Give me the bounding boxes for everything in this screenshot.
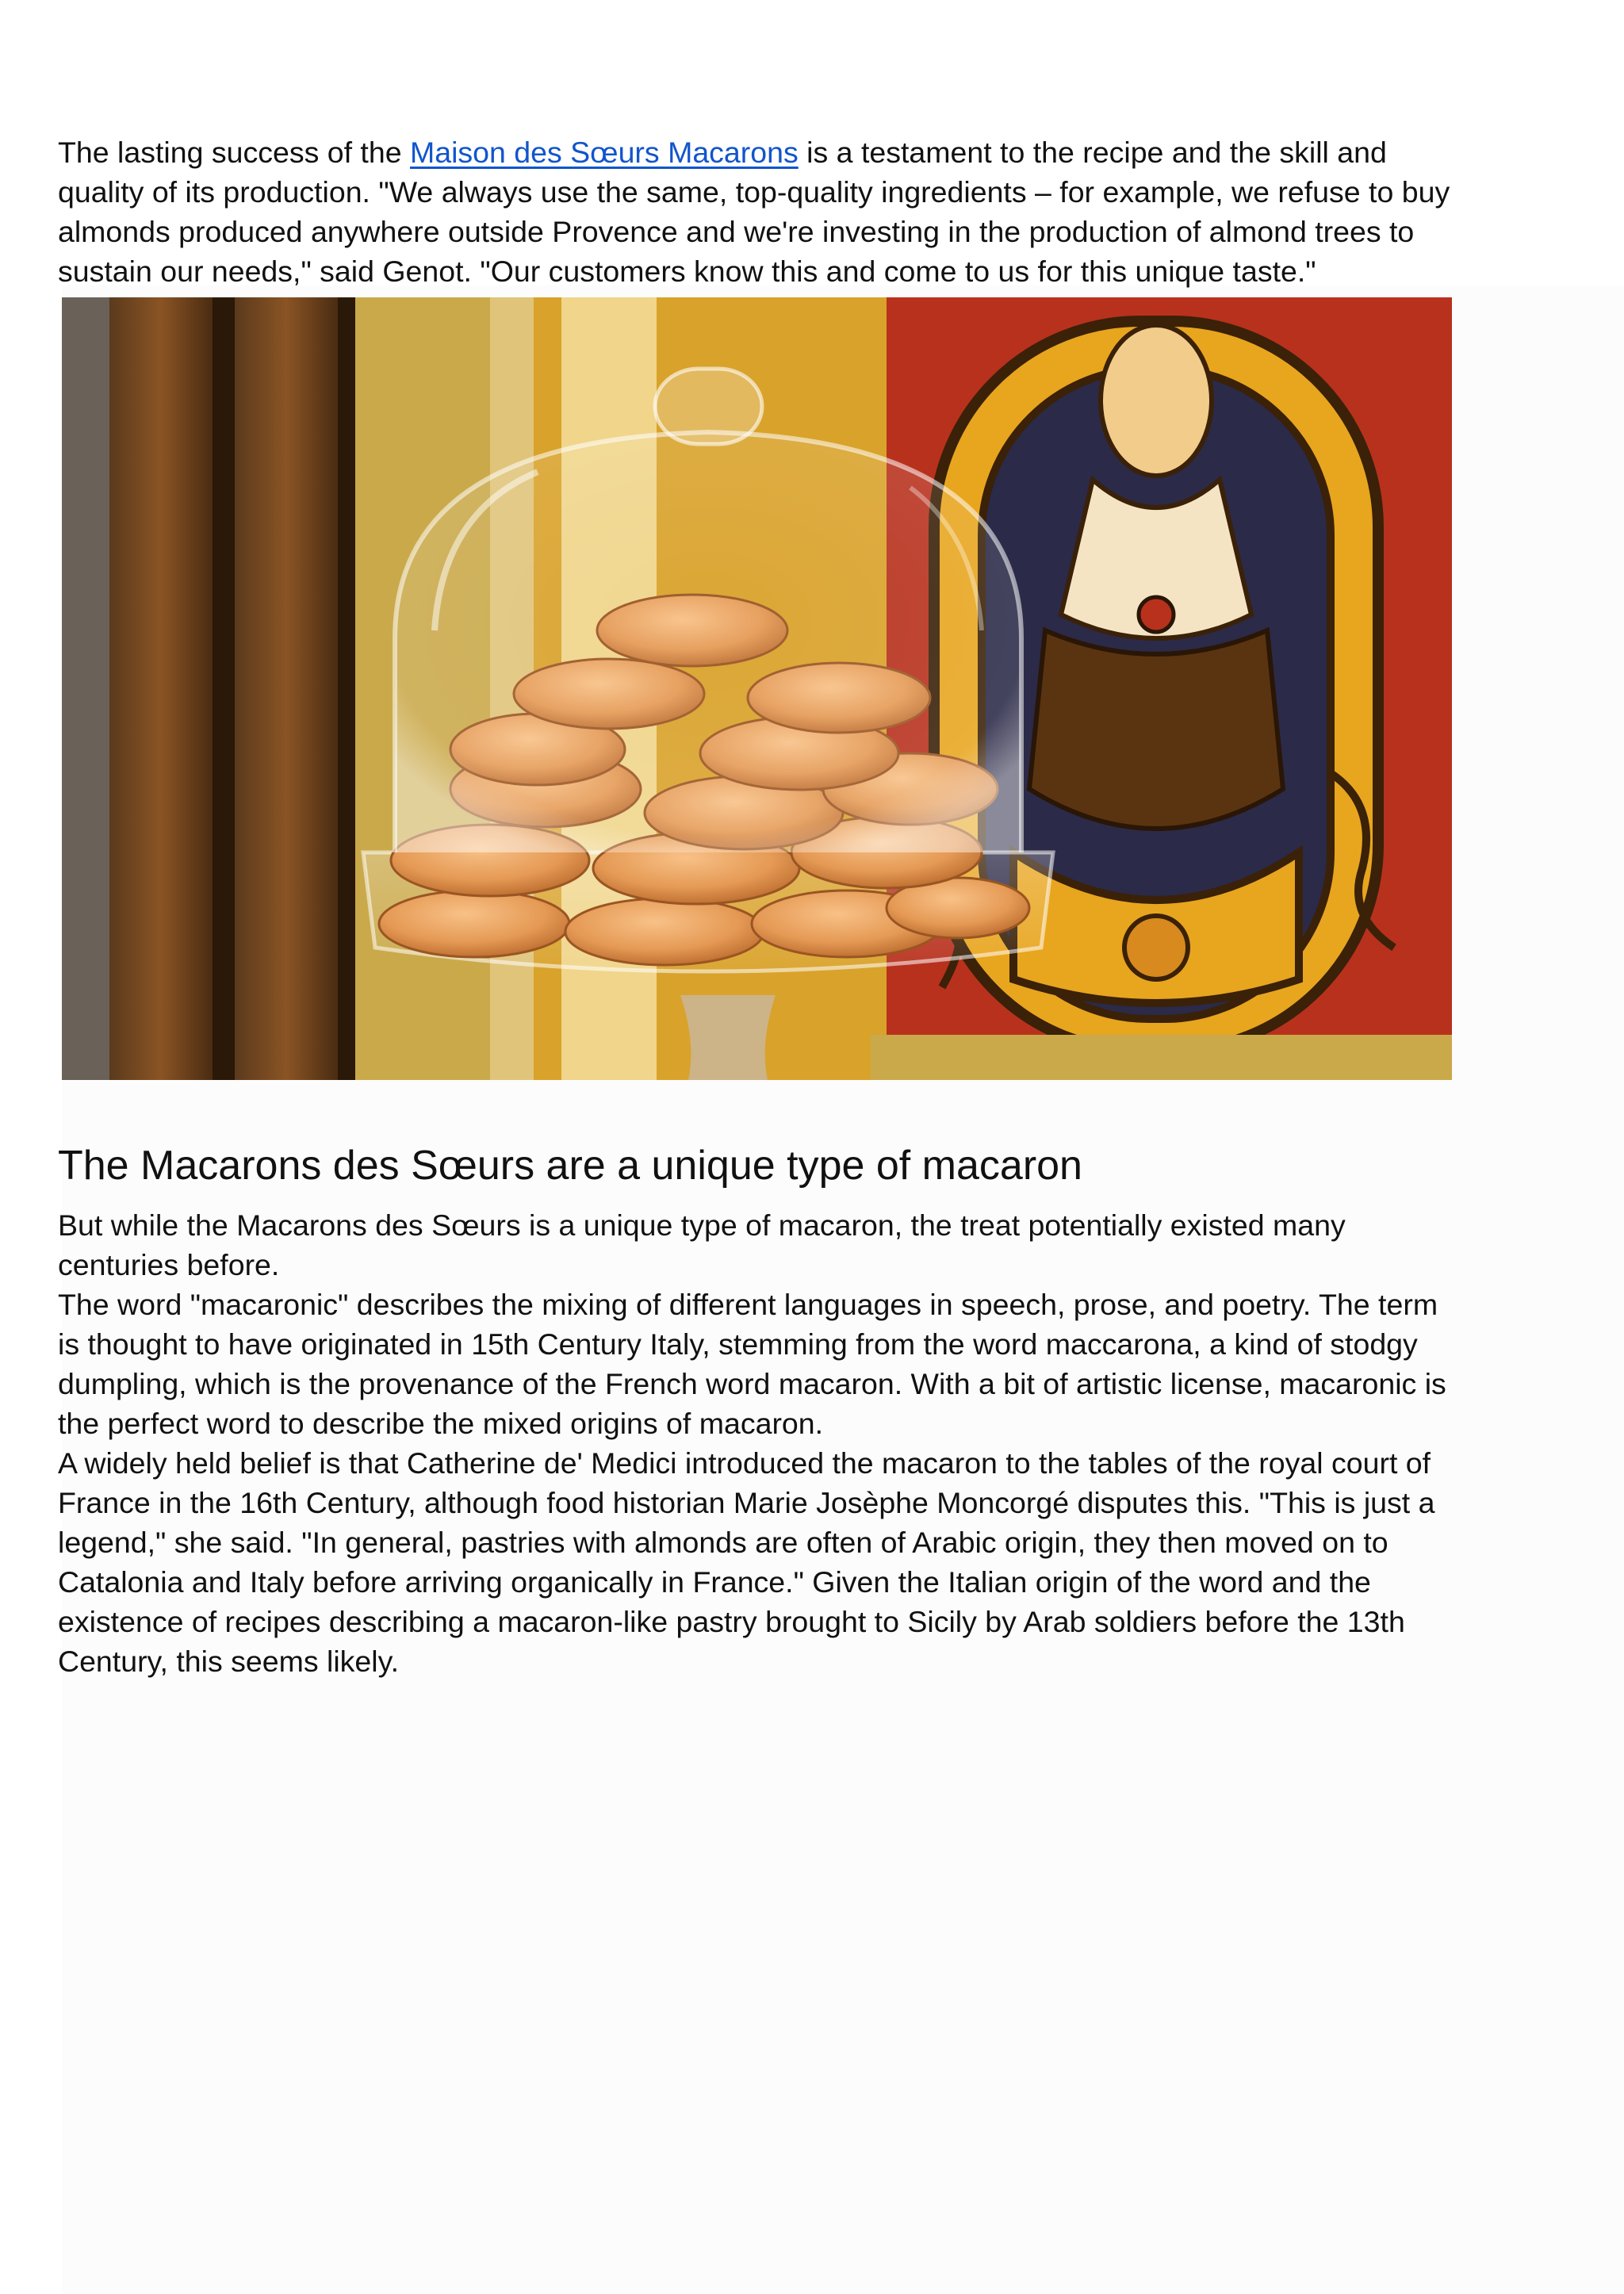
section-paragraph-3: A widely held belief is that Catherine de' Medici introduced the macaron to the tables of the royal court of France in the 16th Century, although food historian Marie Josèphe Moncorgé disputes this. "This is just a legend," she said. "In general, pastries with almonds are often of Arabic origin, they then moved on to Catalonia and Italy before arriving organically in France." Given the Italian origin of the word and the existence of recipes describing a macaron-like pastry brought to Sicily by Arab soldiers before the 13th Century, this seems likely.: [58, 1446, 1435, 1678]
article-body: [58, 132, 1461, 1681]
maison-des-soeurs-link[interactable]: Maison des Sœurs Macarons: [409, 136, 799, 169]
section-paragraph-1: But while the Macarons des Sœurs is a unique type of macaron, the treat potentially existed many centuries before.: [58, 1208, 1346, 1281]
macarons-photo: [62, 297, 1452, 1080]
intro-text-before-link: The lasting success of the: [58, 136, 410, 169]
intro-text-after-link: is a testament to the recipe and the skill and quality of its production. "We always use the same, top-quality ingredients – for example, we refuse to buy almonds produced anywhere outside Provence and we're investing in the production of almond trees to sustain our needs," said Genot. "Our customers know this and come to us for this unique taste.": [58, 136, 1450, 288]
intro-paragraph: [58, 132, 1461, 291]
section-paragraph-2: The word "macaronic" describes the mixing of different languages in speech, prose, and poetry. The term is thought to have originated in 15th Century Italy, stemming from the word maccarona, a kind of stodgy dumpling, which is the provenance of the French word macaron. With a bit of artistic license, macaronic is the perfect word to describe the mixed origins of macaron.: [58, 1288, 1446, 1440]
section-heading: The Macarons des Sœurs are a unique type of macaron: [58, 1143, 1082, 1189]
